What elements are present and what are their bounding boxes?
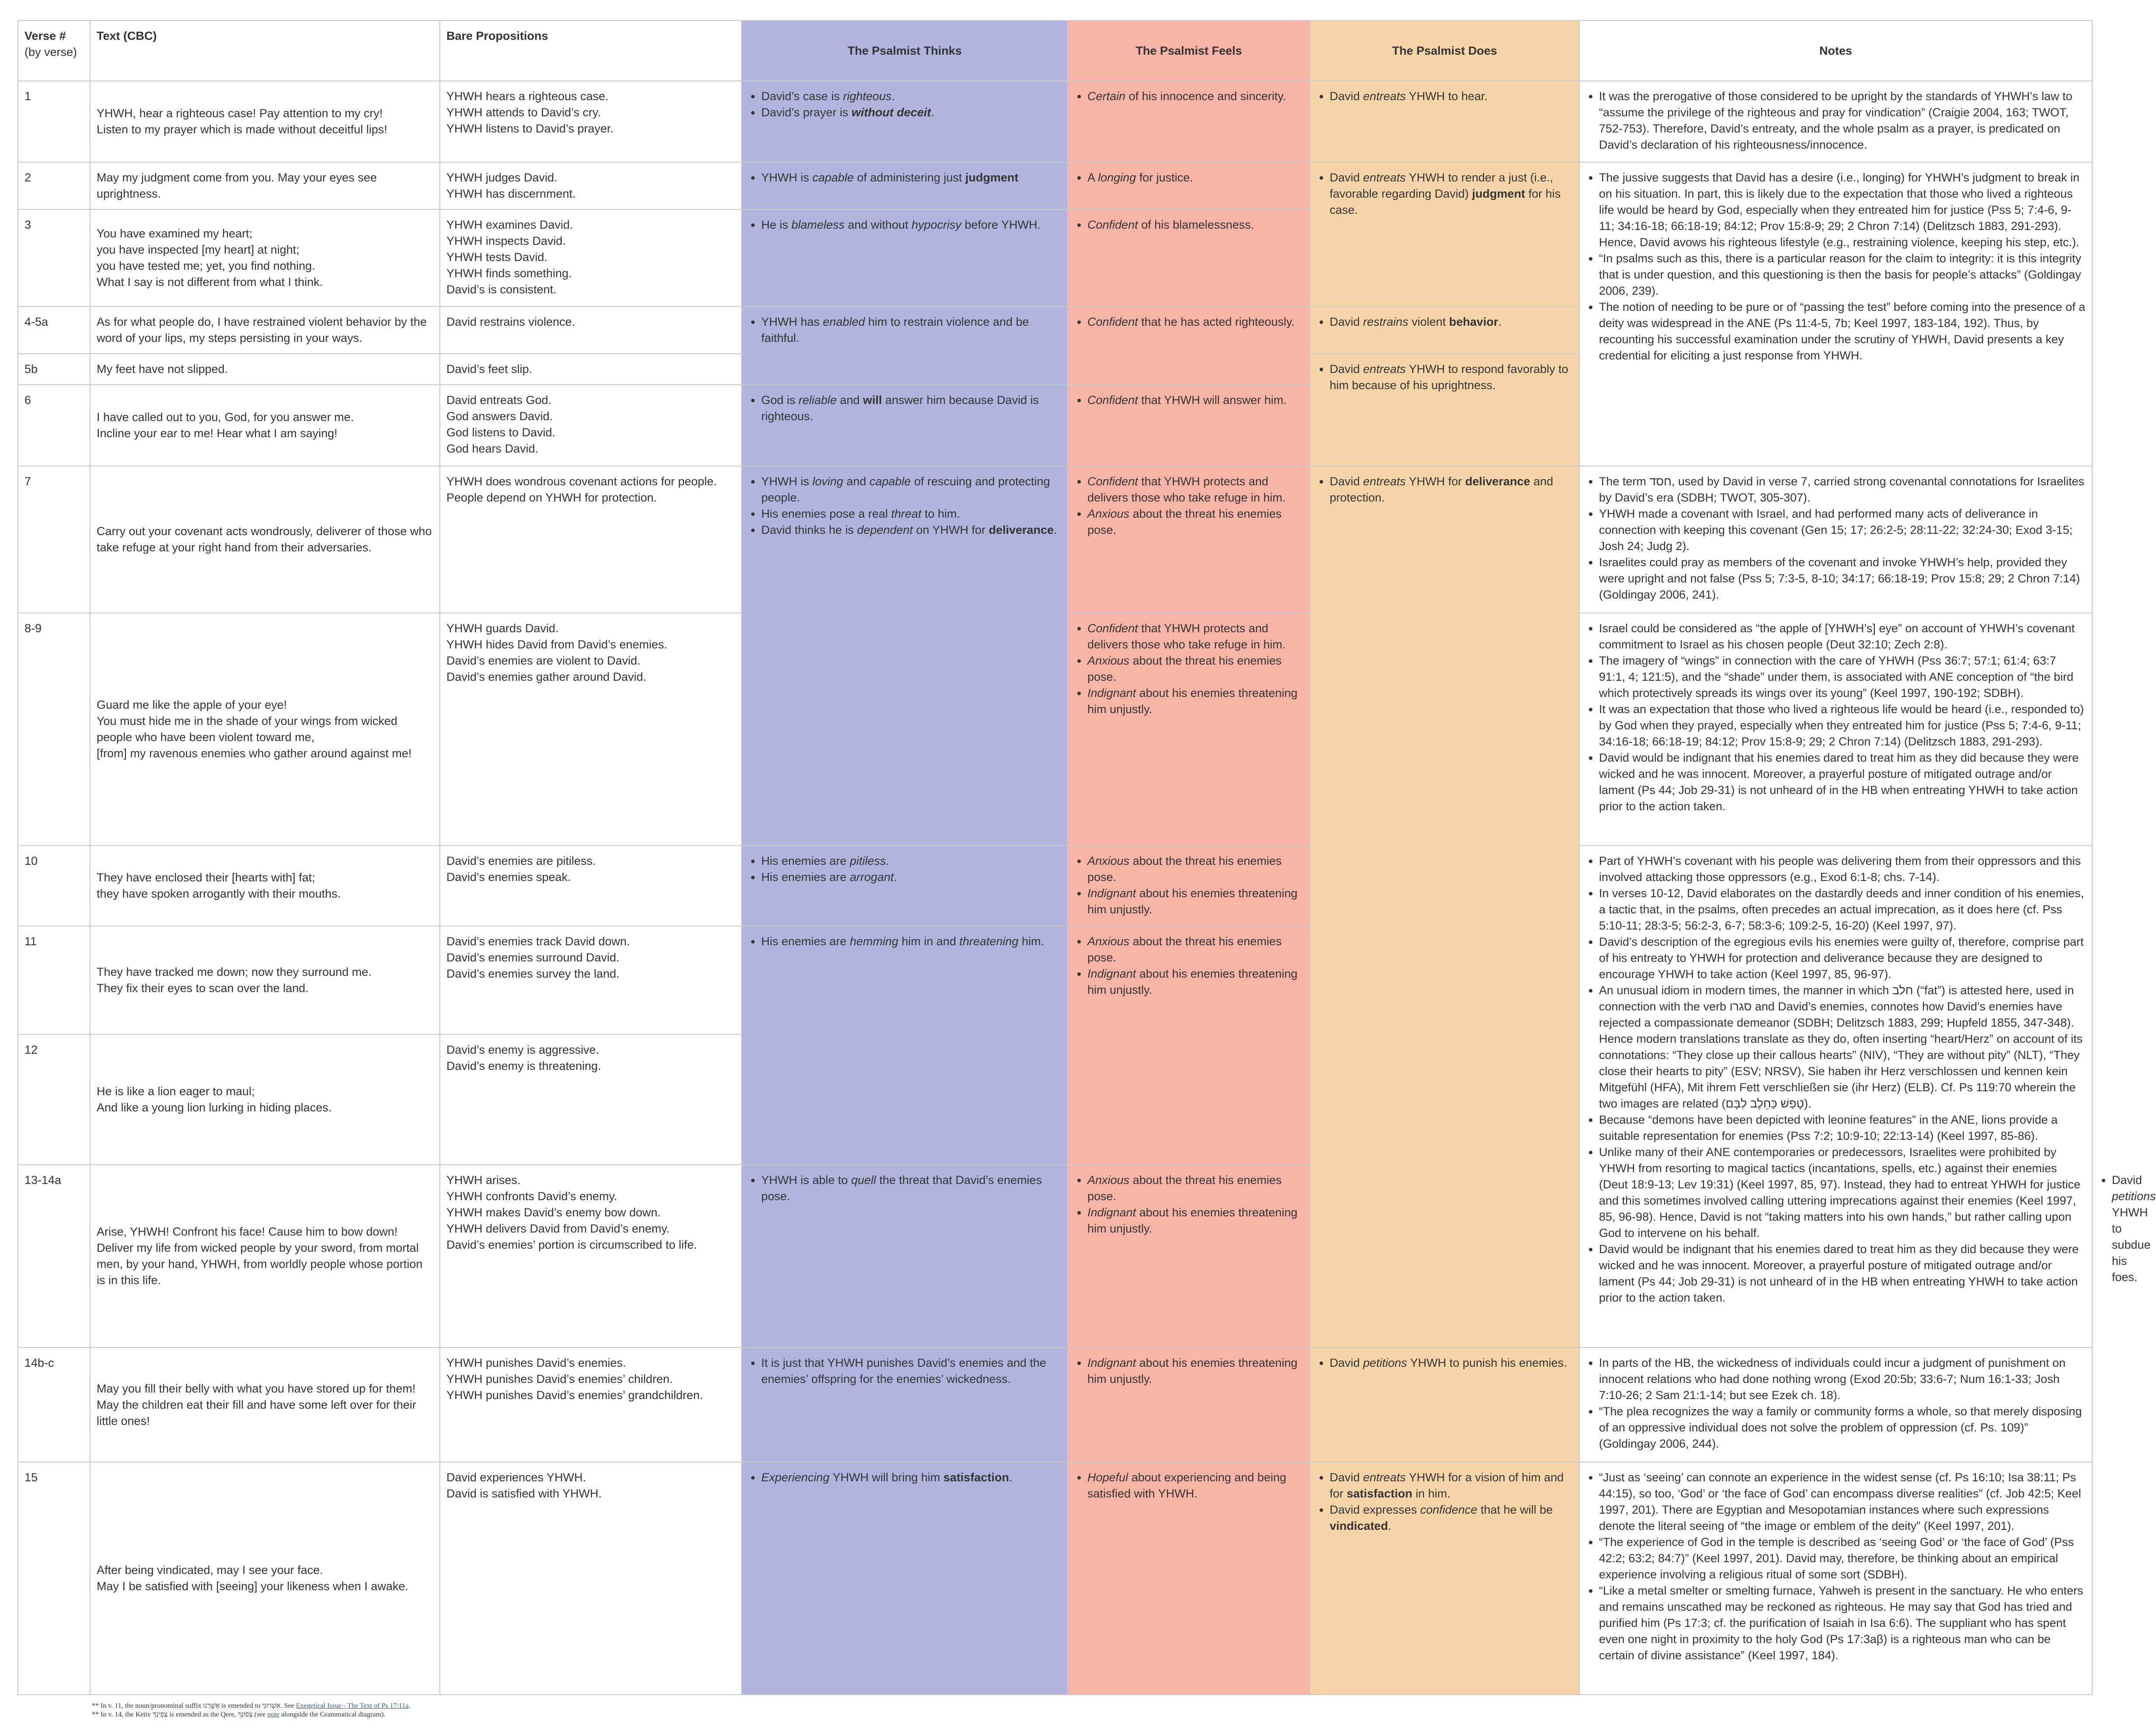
bullet-item: • YHWH made a covenant with Israel, and had performed many acts of deliverance in connection with keeping this covenant (Gen 15; 17; 26:2-5; 28:11-22; 32:24-30; Exod 3-15; Josh 24; Judg 2).: [1599, 506, 2086, 554]
bullet-item: • Confident that YHWH will answer him.: [1087, 392, 1303, 408]
bullet-item: • It was an expectation that those who lived a righteous life would be heard (i.e., responded to) by God when they prayed, especially when they entreated him for justice (Pss 5; 7:4-6, 9-11; 34:16-18; 66:18-19; 84:12; Prov 15:8-9; 29; 2 Chron 7:14) (Delitzsch 1883, 291-293).: [1599, 701, 2086, 750]
cell-line: Carry out your covenant acts wondrously, deliverer of those who take refuge at your right hand from their adversaries.: [97, 525, 432, 554]
bullet-item: • Indignant about his enemies threatening him unjustly.: [1087, 685, 1303, 717]
cell-line: As for what people do, I have restrained violent behavior by the word of your lips, my steps persisting in your ways.: [97, 315, 427, 345]
bullet-list: [748, 853, 1061, 885]
bullet-list: [1317, 314, 1573, 330]
cell-line: David entreats God.: [446, 393, 552, 407]
bullet-item: • “In psalms such as this, there is a particular reason for the claim to integrity: it is this integrity that is under question, and this questioning is then the basis for people’s attacks” (Goldingay 2006, 239).: [1599, 251, 2086, 299]
footnote-2: ** In v. 14, the Ketiv צְפִינְךָ is emended as the Qere, צְפוּנְךָ (see note alongside the Grammatical diagram).: [92, 1711, 386, 1718]
bullet-item: • It was the prerogative of those considered to be upright by the standards of YHWH’s law to “assume the privilege of the righteous and pray for vindication” (Craigie 2004, 163; TWOT, 752-753). Therefore, David’s entreaty, and the whole psalm as a prayer, is predicated on David’s declaration of his righteousness/innocence.: [1599, 88, 2086, 153]
bullet-item: • YHWH is loving and capable of rescuing and protecting people.: [761, 474, 1061, 506]
bullet-list: [748, 1355, 1061, 1387]
feels-cell: [1068, 209, 1310, 306]
bullet-list: [748, 88, 1061, 121]
cell-line: He is like a lion eager to maul;: [97, 1085, 255, 1098]
cell-line: David’s enemies survey the land.: [446, 967, 620, 980]
bullet-item: • Confident that YHWH protects and delivers those who take refuge in him.: [1087, 620, 1303, 653]
bullet-item: • Confident of his blamelessness.: [1087, 217, 1303, 233]
bullet-item: • David petitions YHWH to punish his enemies.: [1330, 1355, 1573, 1371]
bullet-item: • David would be indignant that his enemies dared to treat him as they did because they were wicked and he was innocent. Moreover, a prayerful posture of mitigated outrage and/or lament (Ps 44; Job 29-31) is not unheard of in the HB when entreating YHWH to take action prior to the action taken.: [1599, 1241, 2086, 1306]
cell-line: [from] my ravenous enemies who gather around against me!: [97, 747, 412, 760]
footnotes: [92, 1702, 411, 1719]
feels-cell: [1068, 846, 1310, 926]
cell-line: Arise, YHWH! Confront his face! Cause him to bow down! Deliver my life from wicked people by your sword, from mortal men, by your hand, YHWH, from worldly people whose portion is in this life.: [97, 1225, 423, 1287]
text-cell: [90, 1462, 440, 1695]
bullet-item: • His enemies pose a real threat to him.: [761, 506, 1061, 522]
cell-line: YHWH listens to David’s prayer.: [446, 122, 614, 135]
notes-cell: [1579, 613, 2092, 846]
text-cell: [90, 846, 440, 926]
bullet-list: [1074, 1172, 1303, 1237]
bullet-list: [1074, 88, 1303, 104]
verse-cell: 2: [18, 162, 90, 209]
bullet-item: • In verses 10-12, David elaborates on the dastardly deeds and inner condition of his enemies, a tactic that, in the psalms, often precedes an actual imprecation, as it does here (cf. Pss 5:10-11; 28:3-5; 56:2-3, 6-7; 58:3-6; 109:2-5, 16-20) (Keel 1997, 97).: [1599, 885, 2086, 934]
cell-line: YHWH tests David.: [446, 251, 548, 264]
bullet-item: • David entreats YHWH to hear.: [1330, 88, 1573, 104]
bare-cell: [440, 613, 742, 846]
cell-line: Guard me like the apple of your eye!: [97, 698, 287, 711]
bullet-item: • David’s case is righteous.: [761, 88, 1061, 104]
does-cell: [1310, 306, 1579, 354]
bare-cell: [440, 81, 742, 162]
bullet-item: • The notion of needing to be pure or of “passing the test” before coming into the presence of a deity was widespread in the ANE (Ps 11:4-5, 7b; Keel 1997, 183-184, 192). Thus, by recounting his successful examination under the scrutiny of YHWH, David presents a key credential for eliciting a just response from YHWH.: [1599, 299, 2086, 364]
bullet-item: • David entreats YHWH for a vision of him and for satisfaction in him.: [1330, 1469, 1573, 1502]
bullet-item: • “Like a metal smelter or smelting furnace, Yahweh is present in the sanctuary. He who enters and remains unscathed may be reckoned as righteous. He may say that God has tried and purified him (Ps 17:3; cf. the purification of Isaiah in Isa 6:6). The suppliant who has spent even one night in proximity to the holy God (Ps 17:3aβ) is a righteous man who can be certain of divine assistance” (Keel 1997, 184).: [1599, 1583, 2086, 1664]
bare-cell: [440, 209, 742, 306]
table-row: [18, 81, 2092, 162]
thinks-cell: [742, 1348, 1068, 1462]
header-notes: Notes: [1579, 21, 2092, 81]
cell-line: People depend on YHWH for protection.: [446, 491, 657, 504]
text-cell: [90, 162, 440, 209]
thinks-cell: [742, 926, 1068, 1165]
header-verse: Verse # (by verse): [18, 21, 90, 81]
bullet-list: [748, 314, 1061, 346]
bullet-list: [1074, 474, 1303, 538]
cell-line: David restrains violence.: [446, 315, 575, 328]
bullet-list: [748, 217, 1061, 233]
cell-line: Incline your ear to me! Hear what I am saying!: [97, 427, 338, 440]
cell-line: David is satisfied with YHWH.: [446, 1487, 602, 1500]
verse-cell: 4-5a: [18, 306, 90, 354]
cell-line: YHWH punishes David’s enemies’ grandchildren.: [446, 1389, 703, 1402]
cell-line: May my judgment come from you. May your eyes see uprightness.: [97, 171, 377, 200]
feels-cell: [1068, 613, 1310, 846]
bullet-item: • His enemies are pitiless.: [761, 853, 1061, 869]
bullet-list: David petitions YHWH to subdue his foes.: [2112, 1173, 2156, 1284]
cell-line: You have examined my heart;: [97, 227, 253, 240]
bullet-list: [1586, 88, 2086, 153]
thinks-cell: [742, 1165, 1068, 1348]
feels-cell: [1068, 1348, 1310, 1462]
bare-cell: [440, 354, 742, 385]
footnote-2-link[interactable]: note: [267, 1711, 280, 1718]
thinks-cell: [742, 846, 1068, 926]
bullet-item: • David expresses confidence that he will be vindicated.: [1330, 1502, 1573, 1534]
feels-cell: [1068, 306, 1310, 385]
bullet-list: [1317, 170, 1573, 218]
bullet-item: • Indignant about his enemies threatening him unjustly.: [1087, 1205, 1303, 1237]
bullet-list: [748, 392, 1061, 425]
bullet-list: [1074, 392, 1303, 408]
bullet-item: • YHWH has enabled him to restrain violence and be faithful.: [761, 314, 1061, 346]
verse-cell: 12: [18, 1034, 90, 1165]
bare-cell: [440, 1034, 742, 1165]
notes-cell: [1579, 1462, 2092, 1695]
bullet-item: • In parts of the HB, the wickedness of individuals could incur a judgment of punishment on innocent relations who had done nothing wrong (Exod 20:5b; 33:6-7; Num 16:1-33; Josh 7:10-26; 2 Sam 21:1-14; but see Ezek ch. 18).: [1599, 1355, 2086, 1403]
cell-line: They have enclosed their [hearts with] fat;: [97, 871, 315, 884]
verse-cell: 1: [18, 81, 90, 162]
cell-line: David’s enemies’ portion is circumscribed to life.: [446, 1238, 697, 1251]
bullet-list: [1586, 620, 2086, 815]
bare-cell: [440, 466, 742, 613]
cell-line: they have spoken arrogantly with their mouths.: [97, 887, 341, 900]
cell-line: YHWH hides David from David’s enemies.: [446, 638, 668, 651]
bullet-list: [1074, 1469, 1303, 1502]
bullet-list: [1586, 853, 2086, 1306]
bullet-item: • He is blameless and without hypocrisy before YHWH.: [761, 217, 1061, 233]
bullet-item: • David entreats YHWH to respond favorably to him because of his uprightness.: [1330, 361, 1573, 393]
verse-cell: 5b: [18, 354, 90, 385]
cell-line: And like a young lion lurking in hiding places.: [97, 1101, 332, 1114]
feels-cell: [1068, 1165, 1310, 1348]
bullet-list: [1074, 620, 1303, 717]
thinks-cell: [742, 209, 1068, 306]
cell-line: I have called out to you, God, for you answer me.: [97, 411, 354, 424]
notes-cell: [1579, 846, 2092, 1348]
bullet-list: [1586, 170, 2086, 364]
cell-line: May I be satisfied with [seeing] your likeness when I awake.: [97, 1580, 408, 1593]
bullet-item: • David would be indignant that his enemies dared to treat him as they did because they were wicked and he was innocent. Moreover, a prayerful posture of mitigated outrage and/or lament (Ps 44; Job 29-31) is not unheard of in the HB when entreating YHWH to take action prior to the action taken.: [1599, 750, 2086, 815]
feels-cell: [1068, 926, 1310, 1165]
bullet-list: [1586, 1355, 2086, 1452]
cell-line: They fix their eyes to scan over the land.: [97, 982, 309, 995]
does-cell: [1310, 466, 1579, 1348]
bare-cell: [440, 1165, 742, 1348]
bullet-item: • “The plea recognizes the way a family or community forms a whole, so that merely disposing of an oppressive individual does not solve the problem of oppression (cf. Ps. 109)” (Goldingay 2006, 244).: [1599, 1403, 2086, 1452]
feels-cell: [1068, 466, 1310, 613]
thinks-cell: [742, 1462, 1068, 1695]
cell-line: Listen to my prayer which is made without deceitful lips!: [97, 123, 387, 136]
cell-line: David’s enemies are violent to David.: [446, 654, 641, 667]
bullet-item: • YHWH is capable of administering just judgment: [761, 170, 1061, 186]
cell-line: YHWH inspects David.: [446, 234, 566, 247]
cell-line: You must hide me in the shade of your wings from wicked people who have been violent toward me,: [97, 714, 397, 744]
bullet-list: [748, 170, 1061, 186]
bullet-item: • Part of YHWH’s covenant with his people was delivering them from their oppressors and this involved attacking those oppressors (e.g., Exod 6:1-8; chs. 7-14).: [1599, 853, 2086, 885]
text-cell: [90, 466, 440, 613]
cell-line: What I say is not different from what I think.: [97, 275, 323, 289]
notes-cell: [1579, 1348, 2092, 1462]
does-cell: [1310, 354, 1579, 466]
bullet-item: • Israelites could pray as members of the covenant and invoke YHWH’s help, provided they were upright and not false (Pss 5; 7:3-5, 8-10; 34:17; 66:18-19; Prov 15:8; 29; 2 Chron 7:14) (Goldingay 2006, 241).: [1599, 554, 2086, 603]
text-cell: [90, 209, 440, 306]
cell-line: God answers David.: [446, 410, 553, 423]
text-cell: [90, 354, 440, 385]
cell-line: YHWH punishes David’s enemies’ children.: [446, 1372, 673, 1386]
bare-cell: [440, 306, 742, 354]
cell-line: YHWH hears a righteous case.: [446, 90, 609, 103]
cell-line: David’s enemy is threatening.: [446, 1059, 601, 1072]
cell-line: YHWH makes David’s enemy bow down.: [446, 1206, 661, 1219]
bullet-item: • An unusual idiom in modern times, the manner in which חלב (“fat”) is attested here, used in connection with the verb סגרו and David’s enemies, connotes how David’s enemies have rejected a compassionate demeanor (SDBH; Delitzsch 1883, 299; Hupfeld 1855, 347-348). Hence modern translations translate as they do, often inserting “heart/Herz” on account of its connotations: “They close up their callous hearts” (NIV), “They are without pity” (NLT), “They close their hearts to pity” (ESV; NRSV), Sie haben ihr Herz verschlossen und kennen kein Mitgefühl (HFA), Mit ihrem Fett verschließen sie (ihr Herz) (ELB). Cf. Ps 119:70 wherein the two images are related (טָפַשׁ כַּחֵלֶב לִבָּם).: [1599, 982, 2086, 1112]
bullet-list: [748, 933, 1061, 950]
table-row: [18, 466, 2092, 613]
cell-line: David’s enemies track David down.: [446, 935, 630, 948]
bullet-item: • “The experience of God in the temple is described as ‘seeing God’ or ‘the face of God’ (Pss 42:2; 63:2; 84:7)” (Keel 1997, 201). David may, therefore, be thinking about an empirical experience involving a religious ritual of some sort (SDBH).: [1599, 1534, 2086, 1583]
footnote-1: ** In v. 11, the noun/pronominal suffix אַשֻּׁרֵנוּ is emended to אִשְׁרוּנִי. See Exegetical Issue - The Text of Ps 17:11a.: [92, 1702, 411, 1710]
cell-line: YHWH arises.: [446, 1173, 521, 1187]
bullet-item: • David entreats YHWH for deliverance and protection.: [1330, 474, 1573, 506]
bullet-item: • His enemies are arrogant.: [761, 869, 1061, 885]
cell-line: YHWH delivers David from David’s enemy.: [446, 1222, 670, 1235]
bullet-item: • David’s description of the egregious evils his enemies were guilty of, therefore, comprise part of his entreaty to YHWH for protection and deliverance because they are designed to encourage YHWH to take action (Keel 1997, 85, 96-97).: [1599, 934, 2086, 982]
bullet-item: • The imagery of “wings” in connection with the care of YHWH (Pss 36:7; 57:1; 61:4; 63:7 91:1, 4; 121:5), and the “shade” under them, is associated with ANE conception of “the bird which protectively spreads its wings over its young” (Keel 1997, 190-192; SDBH).: [1599, 653, 2086, 701]
table-row: [18, 846, 2092, 926]
does-cell: [1310, 81, 1579, 162]
table-row: [18, 1348, 2092, 1462]
bullet-item: • Anxious about the threat his enemies pose.: [1087, 853, 1303, 885]
bullet-item: • It is just that YHWH punishes David’s enemies and the enemies’ offspring for the enemies’ wickedness.: [761, 1355, 1061, 1387]
bullet-item: • Israel could be considered as “the apple of [YHWH’s] eye” on account of YHWH’s covenant commitment to Israel as his chosen people (Deut 32:10; Zech 2:8).: [1599, 620, 2086, 653]
bullet-list: [748, 1172, 1061, 1205]
bullet-list: [1074, 1355, 1303, 1387]
bullet-item: • “Just as ‘seeing’ can connote an experience in the widest sense (cf. Ps 16:10; Isa 38:11; Ps 44:15), so too, ‘God’ or ‘the face of God’ can encompass diverse realities” (cf. Job 42:5; Keel 1997, 201). There are Egyptian and Mesopotamian instances where such expressions denote the literal seeing of “the image or emblem of the deity” (Keel 1997, 201).: [1599, 1469, 2086, 1534]
bullet-list: [1074, 170, 1303, 186]
bullet-item: • Unlike many of their ANE contemporaries or predecessors, Israelites were prohibited by YHWH from resorting to magical tactics (incantations, spells, etc.) against their enemies (Deut 18:9-13; Lev 19:31) (Keel 1997, 85, 97). Instead, they had to entreat YHWH for justice and this sometimes involved calling uttering imprecations against their enemies (Keel 1997, 85, 96-98). Hence, David is not “taking matters into his own hands,” but rather calling upon God to intervene on his behalf.: [1599, 1144, 2086, 1241]
header-bare-propositions: Bare Propositions: [440, 21, 742, 81]
cell-line: David experiences YHWH.: [446, 1471, 586, 1484]
bullet-item: • God is reliable and will answer him because David is righteous.: [761, 392, 1061, 425]
bullet-item: • David thinks he is dependent on YHWH for deliverance.: [761, 522, 1061, 538]
cell-line: God listens to David.: [446, 426, 556, 439]
cell-line: David’s is consistent.: [446, 283, 557, 296]
verse-cell: 15: [18, 1462, 90, 1695]
thinks-cell: [742, 162, 1068, 209]
bullet-item: • Confident that he has acted righteously.: [1087, 314, 1303, 330]
bullet-item: • Because “demons have been depicted with leonine features” in the ANE, lions provide a suitable representation for enemies (Pss 7:2; 10:9-10; 22:13-14) (Keel 1997, 85-86).: [1599, 1112, 2086, 1144]
cell-line: David’s enemies speak.: [446, 870, 571, 884]
does-cell: [1310, 1348, 1579, 1462]
cell-line: After being vindicated, may I see your face.: [97, 1563, 323, 1577]
psalm-17-analysis-sheet: [17, 20, 2156, 1695]
notes-cell: [1579, 81, 2092, 162]
analysis-table: [17, 20, 2156, 1695]
cell-line: David’s enemies gather around David.: [446, 670, 647, 683]
bullet-item: • Hopeful about experiencing and being satisfied with YHWH.: [1087, 1469, 1303, 1502]
bullet-item: • Indignant about his enemies threatening him unjustly.: [1087, 885, 1303, 918]
bullet-item: • David’s prayer is without deceit.: [761, 104, 1061, 121]
cell-line: YHWH confronts David’s enemy.: [446, 1190, 617, 1203]
cell-line: My feet have not slipped.: [97, 362, 228, 376]
header-psalmist-does: The Psalmist Does: [1310, 21, 1579, 81]
table-row: [18, 162, 2092, 209]
cell-line: YHWH punishes David’s enemies.: [446, 1356, 626, 1369]
cell-line: YHWH, hear a righteous case! Pay attention to my cry!: [97, 107, 383, 120]
text-cell: [90, 306, 440, 354]
bullet-list: [1586, 474, 2086, 603]
verse-cell: 10: [18, 846, 90, 926]
cell-line: YHWH has discernment.: [446, 187, 576, 200]
thinks-cell: [742, 466, 1068, 846]
bullet-item: • Anxious about the threat his enemies pose.: [1087, 653, 1303, 685]
verse-cell: 6: [18, 385, 90, 466]
bullet-list: [1074, 933, 1303, 998]
cell-line: you have tested me; yet, you find nothing.: [97, 259, 315, 272]
cell-line: you have inspected [my heart] at night;: [97, 243, 300, 256]
thinks-cell: [742, 306, 1068, 385]
verse-cell: 8-9: [18, 613, 90, 846]
cell-line: David’s feet slip.: [446, 362, 533, 376]
notes-cell: [1579, 466, 2092, 613]
header-psalmist-thinks: The Psalmist Thinks: [742, 21, 1068, 81]
cell-line: YHWH attends to David’s cry.: [446, 106, 601, 119]
bare-cell: [440, 1348, 742, 1462]
text-cell: [90, 385, 440, 466]
verse-cell: 7: [18, 466, 90, 613]
text-cell: [90, 1034, 440, 1165]
cell-line: YHWH judges David.: [446, 171, 557, 184]
bullet-item: • Indignant about his enemies threatening him unjustly.: [1087, 1355, 1303, 1387]
text-cell: [90, 926, 440, 1034]
cell-line: David’s enemies are pitiless.: [446, 854, 596, 867]
bullet-item: • His enemies are hemming him in and threatening him.: [761, 933, 1061, 950]
header-psalmist-feels: The Psalmist Feels: [1068, 21, 1310, 81]
text-cell: [90, 1165, 440, 1348]
cell-line: David’s enemy is aggressive.: [446, 1043, 599, 1056]
bullet-list: [748, 474, 1061, 538]
bullet-item: • YHWH is able to quell the threat that David’s enemies pose.: [761, 1172, 1061, 1205]
footnote-1-link[interactable]: Exegetical Issue - The Text of Ps 17:11a: [296, 1702, 409, 1710]
feels-cell: [1068, 81, 1310, 162]
bullet-item: • Anxious about the threat his enemies pose.: [1087, 1172, 1303, 1205]
bullet-item: • Anxious about the threat his enemies pose.: [1087, 933, 1303, 966]
thinks-cell: [742, 385, 1068, 466]
header-row: [18, 21, 2092, 81]
feels-cell: [1068, 385, 1310, 466]
text-cell: [90, 613, 440, 846]
header-text: Text (CBC): [90, 21, 440, 81]
feels-cell: [1068, 162, 1310, 209]
bullet-item: • Experiencing YHWH will bring him satisfaction.: [761, 1469, 1061, 1486]
bullet-item: • Anxious about the threat his enemies pose.: [1087, 506, 1303, 538]
cell-line: YHWH guards David.: [446, 622, 559, 635]
bare-cell: [440, 846, 742, 926]
verse-cell: 13-14a: [18, 1165, 90, 1348]
cell-line: May you fill their belly with what you have stored up for them! May the children eat their fill and have some left over for their little ones!: [97, 1382, 416, 1428]
thinks-cell: [742, 81, 1068, 162]
bullet-list: [1317, 474, 1573, 506]
bare-cell: [440, 926, 742, 1034]
bare-cell: [440, 162, 742, 209]
feels-cell: [1068, 1462, 1310, 1695]
verse-cell: 11: [18, 926, 90, 1034]
bullet-list: [1074, 217, 1303, 233]
bullet-list: [1317, 88, 1573, 104]
bullet-item: • The term חסד, used by David in verse 7, carried strong covenantal connotations for Israelites by David’s era (SDBH; TWOT, 305-307).: [1599, 474, 2086, 506]
bullet-item: • David entreats YHWH to render a just (i.e., favorable regarding David) judgment for his case.: [1330, 170, 1573, 218]
verse-cell: 14b-c: [18, 1348, 90, 1462]
text-cell: [90, 81, 440, 162]
text-cell: [90, 1348, 440, 1462]
bullet-item: • Indignant about his enemies threatening him unjustly.: [1087, 966, 1303, 998]
bullet-item: • Confident that YHWH protects and delivers those who take refuge in him.: [1087, 474, 1303, 506]
bullet-item: • A longing for justice.: [1087, 170, 1303, 186]
does-cell: [1310, 1462, 1579, 1695]
bullet-list: [1317, 1469, 1573, 1534]
bullet-item: • Certain of his innocence and sincerity.: [1087, 88, 1303, 104]
bare-cell: [440, 385, 742, 466]
notes-cell: [1579, 162, 2092, 466]
cell-line: David’s enemies surround David.: [446, 951, 620, 964]
verse-cell: 3: [18, 209, 90, 306]
cell-line: YHWH examines David.: [446, 218, 573, 231]
bullet-list: [1586, 1469, 2086, 1664]
bullet-list: [1317, 1355, 1573, 1371]
cell-line: God hears David.: [446, 442, 539, 455]
bullet-item: • David restrains violent behavior.: [1330, 314, 1573, 330]
table-row: [18, 1462, 2092, 1695]
bare-cell: [440, 1462, 742, 1695]
bullet-list: [1074, 853, 1303, 918]
bullet-list: [748, 1469, 1061, 1486]
bullet-list: [1317, 361, 1573, 393]
bullet-list: [1074, 314, 1303, 330]
cell-line: They have tracked me down; now they surround me.: [97, 965, 372, 978]
cell-line: YHWH finds something.: [446, 267, 572, 280]
does-cell: [1310, 162, 1579, 306]
bullet-item: • The jussive suggests that David has a desire (i.e., longing) for YHWH’s judgment to break in on his situation. In part, this is likely due to the expectation that those who lived a righteous life would be heard by God, especially when they entreated him for justice (Pss 5; 7:4-6, 9-11; 34:16-18; 66:18-19; 84:12; Prov 15:8-9; 29; 2 Chron 7:14) (Delitzsch 1883, 291-293). Hence, David avows his righteous lifestyle (e.g., restraining violence, keeping his step, etc.).: [1599, 170, 2086, 251]
cell-line: YHWH does wondrous covenant actions for people.: [446, 475, 717, 488]
